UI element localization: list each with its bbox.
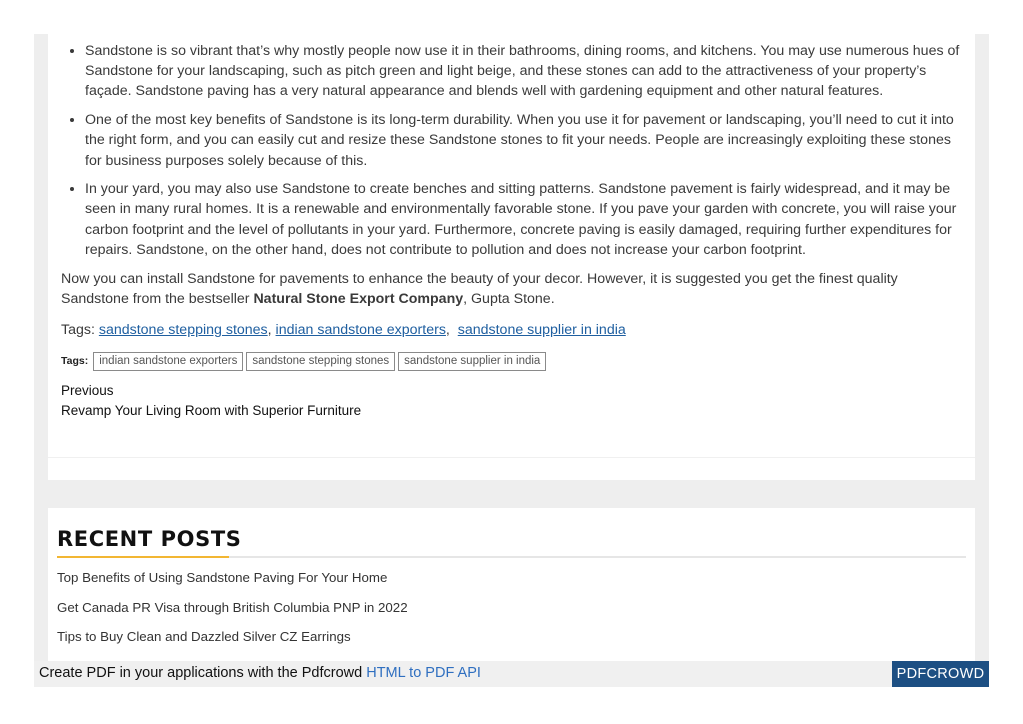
- title-underline: [57, 556, 966, 558]
- closing-text-end: , Gupta Stone.: [463, 290, 555, 307]
- closing-text: Now you can install Sandstone for pavements to enhance the beauty of your decor. However, it is suggested you get the finest quality Sandstone from the bestseller: [61, 270, 898, 307]
- list-item: • One of the most key benefits of Sandstone is its long-term durability. When you use it for pavement or landscaping, you’ll need to cut it into the right form, and you can easily cut and resize these Sandstone stones to fit your needs. People are increasingly exploiting these stones for business purposes solely because of this.: [85, 110, 961, 171]
- inline-tags: [61, 320, 961, 340]
- pdfcrowd-footer: [34, 661, 989, 687]
- tag-link-sandstone-stepping-stones[interactable]: sandstone stepping stones: [98, 321, 268, 338]
- pdf-footer-text: [39, 665, 481, 681]
- recent-post-link[interactable]: Tips to Buy Clean and Dazzled Silver CZ Earrings: [57, 629, 351, 644]
- previous-post-nav[interactable]: [61, 381, 961, 421]
- company-name: Natural Stone Export Company: [253, 290, 464, 307]
- benefits-list: [61, 34, 961, 260]
- tags-prefix: Tags:: [61, 321, 99, 338]
- list-item: • In your yard, you may also use Sandstone to create benches and sitting patterns. Sandstone pavement is fairly widespread, and it may be seen in many rural homes. It is a renewable and environmentally favorable stone. If you pave your garden with concrete, you will raise your carbon footprint and the level of pollutants in your yard. Furthermore, concrete paving is easily damaged, requiring further expenditures for repairs. Sandstone, on the other hand, does not contribute to pollution and does not increase your carbon footprint.: [85, 179, 961, 260]
- recent-posts-title: RECENT POSTS: [57, 527, 242, 551]
- previous-label: Previous: [61, 383, 114, 399]
- tagcloud-label: Tags:: [61, 355, 89, 368]
- recent-posts-widget: [48, 508, 975, 662]
- article-card: [48, 34, 975, 480]
- pdf-footer-label: Create PDF in your applications with the Pdfcrowd: [39, 665, 367, 681]
- tag-separator: ,: [267, 321, 276, 338]
- divider: [48, 457, 975, 458]
- html-to-pdf-api-link[interactable]: HTML to PDF API: [366, 665, 481, 681]
- tag-link-indian-sandstone-exporters[interactable]: indian sandstone exporters: [275, 321, 446, 338]
- pdfcrowd-logo-button[interactable]: PDFCROWD: [892, 661, 989, 687]
- closing-paragraph: [61, 269, 961, 309]
- tag-cloud: [61, 351, 961, 371]
- tag-indian-sandstone-exporters[interactable]: indian sandstone exporters: [93, 352, 243, 371]
- recent-posts-list: [57, 568, 408, 657]
- title-accent-bar: [57, 556, 229, 558]
- tag-separator: ,: [445, 321, 458, 338]
- tag-sandstone-supplier-in-india[interactable]: sandstone supplier in india: [398, 352, 546, 371]
- list-item: • Sandstone is so vibrant that’s why mostly people now use it in their bathrooms, dining rooms, and kitchens. You may use numerous hues of Sandstone for your landscaping, such as pitch green and light beige, and these stones can add to the attractiveness of your property’s façade. Sandstone paving has a very natural appearance and blends well with gardening equipment and other natural features.: [85, 41, 961, 102]
- recent-post-link[interactable]: Get Canada PR Visa through British Columbia PNP in 2022: [57, 599, 408, 615]
- tag-link-sandstone-supplier-in-india[interactable]: sandstone supplier in india: [457, 321, 626, 338]
- tag-sandstone-stepping-stones[interactable]: sandstone stepping stones: [246, 352, 395, 371]
- previous-post-title[interactable]: Revamp Your Living Room with Superior Furniture: [61, 403, 362, 419]
- recent-post-link[interactable]: Top Benefits of Using Sandstone Paving For Your Home: [57, 570, 388, 585]
- article-content: [61, 34, 961, 421]
